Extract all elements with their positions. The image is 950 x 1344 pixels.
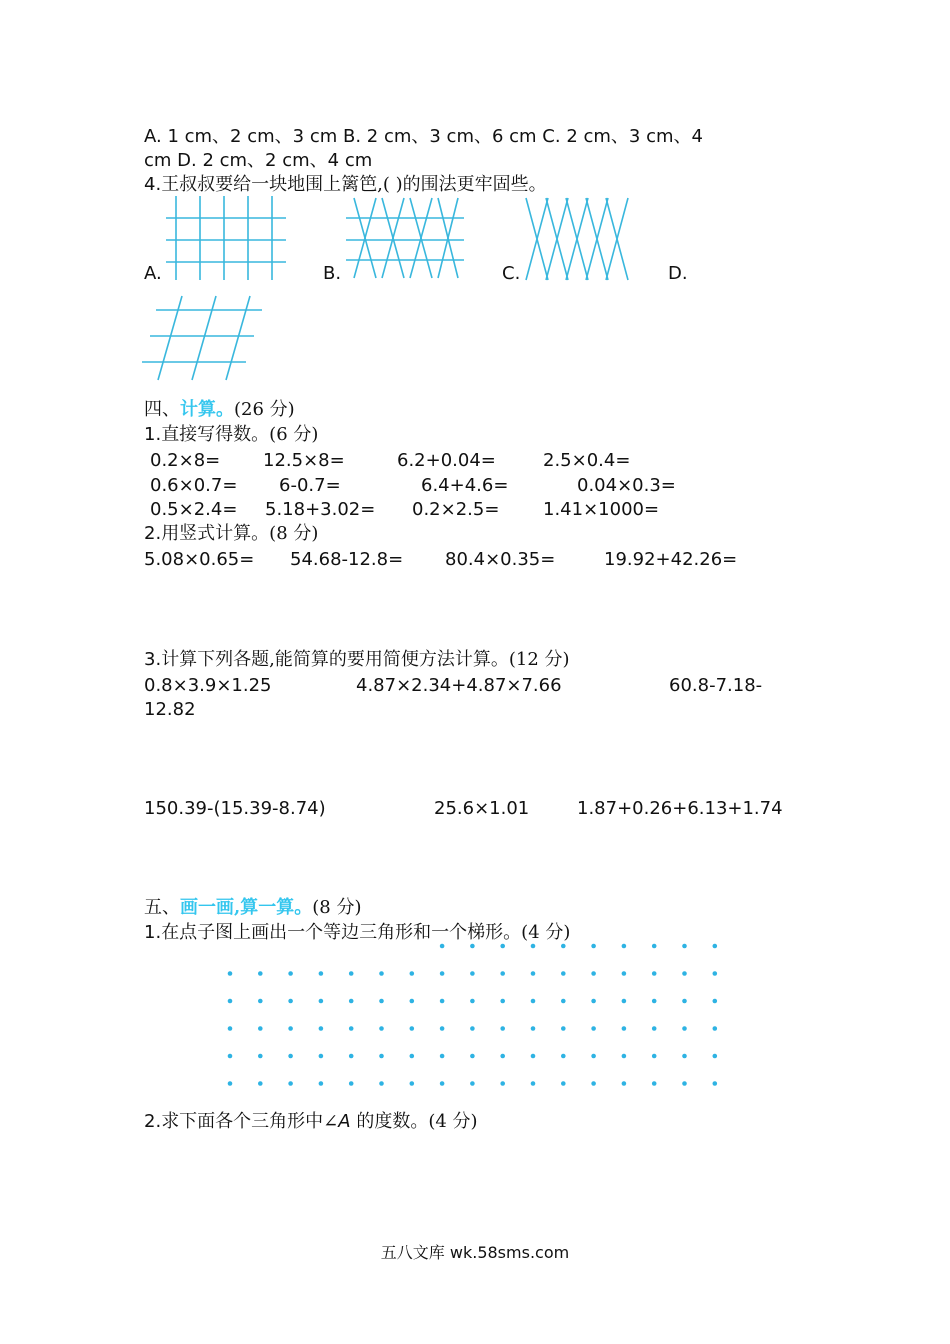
grid-dot[interactable]: [713, 1054, 718, 1059]
slanted-grid-fence-icon: [142, 296, 264, 382]
grid-dot[interactable]: [682, 1026, 687, 1031]
grid-dot[interactable]: [440, 1026, 445, 1031]
grid-dot[interactable]: [500, 944, 505, 949]
grid-dot[interactable]: [561, 999, 566, 1004]
grid-dot[interactable]: [622, 1054, 627, 1059]
section-5-score: (8 分): [312, 897, 362, 918]
grid-dot[interactable]: [228, 1026, 233, 1031]
dot-grid[interactable]: [224, 940, 728, 1090]
calc-item: 5.18+3.02=: [265, 499, 376, 520]
grid-dot[interactable]: [622, 1081, 627, 1086]
s5-q2-heading: [144, 1110, 478, 1134]
grid-dot[interactable]: [591, 971, 596, 976]
grid-dot[interactable]: [652, 999, 657, 1004]
grid-dot[interactable]: [561, 1081, 566, 1086]
s5-q1-number: 1.: [144, 922, 162, 943]
grid-dot[interactable]: [349, 971, 354, 976]
grid-dot[interactable]: [379, 1054, 384, 1059]
grid-dot[interactable]: [713, 944, 718, 949]
angle-letter: A: [338, 1111, 351, 1132]
simplify-item: 150.39-(15.39-8.74): [144, 798, 326, 819]
q4-question: [144, 173, 547, 197]
grid-dot[interactable]: [531, 944, 536, 949]
s5-q2-text: 求下面各个三角形中∠: [161, 1111, 339, 1132]
grid-dot[interactable]: [531, 1054, 536, 1059]
q4-text: 王叔叔要给一块地围上篱笆,( )的围法更牢固些。: [161, 174, 547, 195]
grid-dot[interactable]: [470, 944, 475, 949]
s4-q3-number: 3.: [144, 649, 162, 670]
calc-item: 0.2×2.5=: [412, 499, 500, 520]
simplify-item: 1.87+0.26+6.13+1.74: [577, 798, 783, 819]
grid-dot[interactable]: [470, 1026, 475, 1031]
calc-item: 6.4+4.6=: [421, 475, 509, 496]
simplify-item: 4.87×2.34+4.87×7.66: [356, 675, 562, 696]
grid-dot[interactable]: [349, 999, 354, 1004]
grid-dot[interactable]: [622, 999, 627, 1004]
grid-dot[interactable]: [470, 1054, 475, 1059]
grid-dot[interactable]: [561, 1026, 566, 1031]
grid-dot[interactable]: [531, 1026, 536, 1031]
s5-q1-text: 在点子图上画出一个等边三角形和一个梯形。(4 分): [161, 922, 571, 943]
grid-dot[interactable]: [652, 1081, 657, 1086]
grid-dot[interactable]: [500, 971, 505, 976]
s4-q2-number: 2.: [144, 523, 162, 544]
grid-dot[interactable]: [319, 999, 324, 1004]
calc-item: 12.5×8=: [263, 450, 345, 471]
calc-item: 6.2+0.04=: [397, 450, 496, 471]
cross-braced-fence-icon: [346, 198, 466, 280]
grid-dot[interactable]: [410, 971, 415, 976]
grid-dot[interactable]: [591, 999, 596, 1004]
calc-item: 0.2×8=: [150, 450, 221, 471]
grid-dot[interactable]: [440, 1054, 445, 1059]
grid-dot[interactable]: [288, 1054, 293, 1059]
section-5-prefix: 五、: [144, 897, 180, 918]
grid-dot[interactable]: [713, 1081, 718, 1086]
simplify-item: 60.8-7.18-: [669, 675, 763, 696]
grid-dot[interactable]: [228, 1054, 233, 1059]
grid-dot[interactable]: [258, 1081, 263, 1086]
grid-dot[interactable]: [713, 999, 718, 1004]
grid-dot[interactable]: [349, 1054, 354, 1059]
grid-dot[interactable]: [288, 1081, 293, 1086]
grid-dot[interactable]: [440, 944, 445, 949]
grid-dot[interactable]: [500, 1081, 505, 1086]
s4-q1-number: 1.: [144, 424, 162, 445]
grid-dot[interactable]: [319, 1054, 324, 1059]
grid-dot[interactable]: [531, 971, 536, 976]
section-4-title: 计算。: [180, 399, 234, 420]
grid-dot[interactable]: [410, 1026, 415, 1031]
section-5-heading: [144, 896, 362, 920]
grid-dot[interactable]: [622, 1026, 627, 1031]
grid-dot[interactable]: [349, 1026, 354, 1031]
grid-dot[interactable]: [410, 1081, 415, 1086]
calc-item: 0.5×2.4=: [150, 499, 238, 520]
grid-dot[interactable]: [622, 944, 627, 949]
simplify-item: 0.8×3.9×1.25: [144, 675, 272, 696]
grid-dot[interactable]: [470, 1081, 475, 1086]
grid-dot[interactable]: [622, 971, 627, 976]
grid-dot[interactable]: [379, 1081, 384, 1086]
grid-dot[interactable]: [228, 971, 233, 976]
grid-dot[interactable]: [258, 1026, 263, 1031]
grid-dot[interactable]: [713, 1026, 718, 1031]
grid-dot[interactable]: [288, 1026, 293, 1031]
option-d-label: D.: [668, 263, 688, 284]
grid-dot[interactable]: [500, 1054, 505, 1059]
grid-dot[interactable]: [591, 944, 596, 949]
calc-item: 6-0.7=: [279, 475, 341, 496]
grid-dot[interactable]: [531, 999, 536, 1004]
grid-dot[interactable]: [591, 1054, 596, 1059]
footer-watermark: 五八文库 wk.58sms.com: [380, 1243, 570, 1262]
grid-dot[interactable]: [410, 1054, 415, 1059]
section-4-prefix: 四、: [144, 399, 180, 420]
grid-dot[interactable]: [561, 971, 566, 976]
grid-dot[interactable]: [591, 1081, 596, 1086]
s4-q2-text: 用竖式计算。(8 分): [161, 523, 319, 544]
option-a-label: A.: [144, 263, 162, 284]
s4-q2-heading: [144, 522, 318, 546]
grid-dot[interactable]: [228, 1081, 233, 1086]
grid-dot[interactable]: [682, 1054, 687, 1059]
grid-dot[interactable]: [319, 1026, 324, 1031]
grid-dot[interactable]: [379, 971, 384, 976]
grid-dot[interactable]: [228, 999, 233, 1004]
grid-dot[interactable]: [561, 944, 566, 949]
s4-q3-text: 计算下列各题,能简算的要用简便方法计算。(12 分): [161, 649, 570, 670]
grid-dot[interactable]: [713, 971, 718, 976]
grid-dot[interactable]: [652, 944, 657, 949]
calc-item: 1.41×1000=: [543, 499, 660, 520]
s4-q1-heading: [144, 423, 318, 447]
grid-dot[interactable]: [591, 1026, 596, 1031]
grid-dot[interactable]: [531, 1081, 536, 1086]
calc-item: 0.6×0.7=: [150, 475, 238, 496]
grid-dot[interactable]: [682, 971, 687, 976]
vertical-calc-item: 54.68-12.8=: [290, 549, 404, 570]
s5-q2-number: 2.: [144, 1111, 162, 1132]
s4-q3-heading: [144, 648, 570, 672]
grid-dot[interactable]: [470, 999, 475, 1004]
q3-options-line2: cm D. 2 cm、2 cm、4 cm: [144, 150, 373, 171]
grid-dot[interactable]: [288, 999, 293, 1004]
grid-dot[interactable]: [682, 944, 687, 949]
s5-q2-tail: 的度数。(4 分): [350, 1111, 478, 1132]
grid-dot[interactable]: [258, 999, 263, 1004]
grid-dot[interactable]: [500, 999, 505, 1004]
q4-number: 4.: [144, 174, 162, 195]
section-4-score: (26 分): [234, 399, 295, 420]
option-c-label: C.: [502, 263, 521, 284]
grid-dot[interactable]: [379, 1026, 384, 1031]
grid-dot[interactable]: [682, 999, 687, 1004]
calc-item: 0.04×0.3=: [577, 475, 676, 496]
grid-dot[interactable]: [682, 1081, 687, 1086]
grid-dot[interactable]: [561, 1054, 566, 1059]
square-grid-fence-icon: [166, 196, 288, 282]
simplify-item: 25.6×1.01: [434, 798, 530, 819]
vertical-calc-item: 80.4×0.35=: [445, 549, 556, 570]
grid-dot[interactable]: [440, 971, 445, 976]
grid-dot[interactable]: [319, 971, 324, 976]
grid-dot[interactable]: [319, 1081, 324, 1086]
grid-dot[interactable]: [500, 1026, 505, 1031]
grid-dot[interactable]: [258, 1054, 263, 1059]
grid-dot[interactable]: [258, 971, 263, 976]
grid-dot[interactable]: [349, 1081, 354, 1086]
section-4-heading: [144, 398, 295, 422]
q3-options-line1: A. 1 cm、2 cm、3 cm B. 2 cm、3 cm、6 cm C. 2 cm、3 cm、4: [144, 126, 703, 147]
vertical-calc-item: 19.92+42.26=: [604, 549, 738, 570]
grid-dot[interactable]: [410, 999, 415, 1004]
simplify-item-wrap: 12.82: [144, 699, 196, 720]
grid-dot[interactable]: [470, 971, 475, 976]
grid-dot[interactable]: [652, 1054, 657, 1059]
grid-dot[interactable]: [440, 999, 445, 1004]
vertical-calc-item: 5.08×0.65=: [144, 549, 255, 570]
option-b-label: B.: [323, 263, 342, 284]
grid-dot[interactable]: [440, 1081, 445, 1086]
grid-dot[interactable]: [288, 971, 293, 976]
grid-dot[interactable]: [379, 999, 384, 1004]
zigzag-fence-icon: [526, 198, 632, 282]
s4-q1-text: 直接写得数。(6 分): [161, 424, 319, 445]
section-5-title: 画一画,算一算。: [180, 897, 313, 918]
grid-dot[interactable]: [652, 1026, 657, 1031]
calc-item: 2.5×0.4=: [543, 450, 631, 471]
grid-dot[interactable]: [652, 971, 657, 976]
